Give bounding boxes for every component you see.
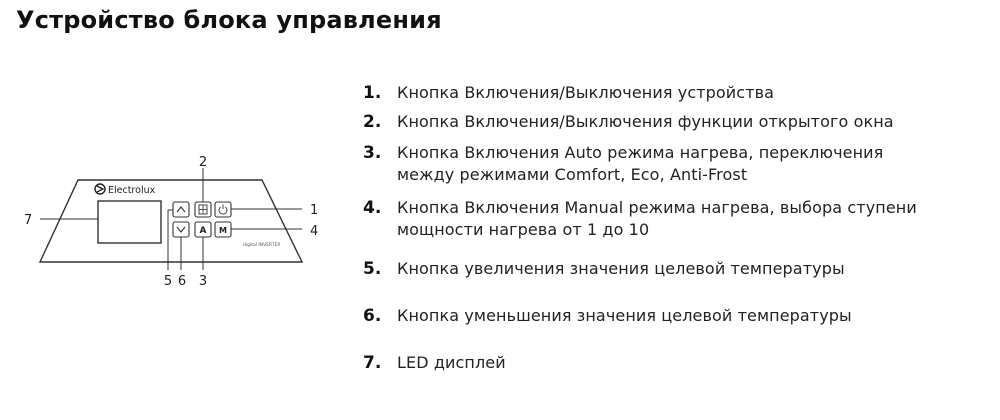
model-label: digital INVERTER [243,243,281,248]
legend-text: Кнопка Включения/Выключения устройства [397,83,775,102]
manual-mode-button-label: M [219,226,227,235]
legend-text: Кнопка Включения/Выключения функции открытого окна [397,112,894,131]
control-panel-diagram [0,0,340,300]
legend-num: 6. [363,306,382,326]
callout-7: 7 [24,213,33,228]
legend-num: 5. [363,259,382,279]
power-button[interactable] [215,202,231,217]
legend-num: 1. [363,83,382,103]
temp-up-button[interactable] [173,202,189,217]
brand-name: Electrolux [108,185,156,196]
callout-5: 5 [163,274,173,289]
callout-4: 4 [310,224,319,239]
page-title: Устройство блока управления [16,6,442,34]
legend-text: мощности нагрева от 1 до 10 [397,220,650,239]
legend-text: Кнопка увеличения значения целевой температуры [397,259,845,278]
auto-mode-button-label: A [199,226,207,236]
legend-num: 7. [363,353,382,373]
temp-down-button[interactable] [173,222,189,237]
legend-text: между режимами Comfort, Eco, Anti-Frost [397,165,748,184]
led-display [98,201,161,243]
legend-num: 4. [363,198,382,218]
callout-6: 6 [177,274,187,289]
callout-2: 2 [198,155,208,170]
legend-text: LED дисплей [397,353,506,372]
callout-3: 3 [198,274,208,289]
legend-text: Кнопка уменьшения значения целевой температуры [397,306,852,325]
legend-num: 3. [363,143,382,163]
control-panel-outline [40,180,302,262]
legend-text: Кнопка Включения Manual режима нагрева, выбора ступени [397,198,917,217]
callout-1: 1 [310,203,319,218]
legend-text: Кнопка Включения Auto режима нагрева, переключения [397,143,884,162]
legend-num: 2. [363,112,382,132]
